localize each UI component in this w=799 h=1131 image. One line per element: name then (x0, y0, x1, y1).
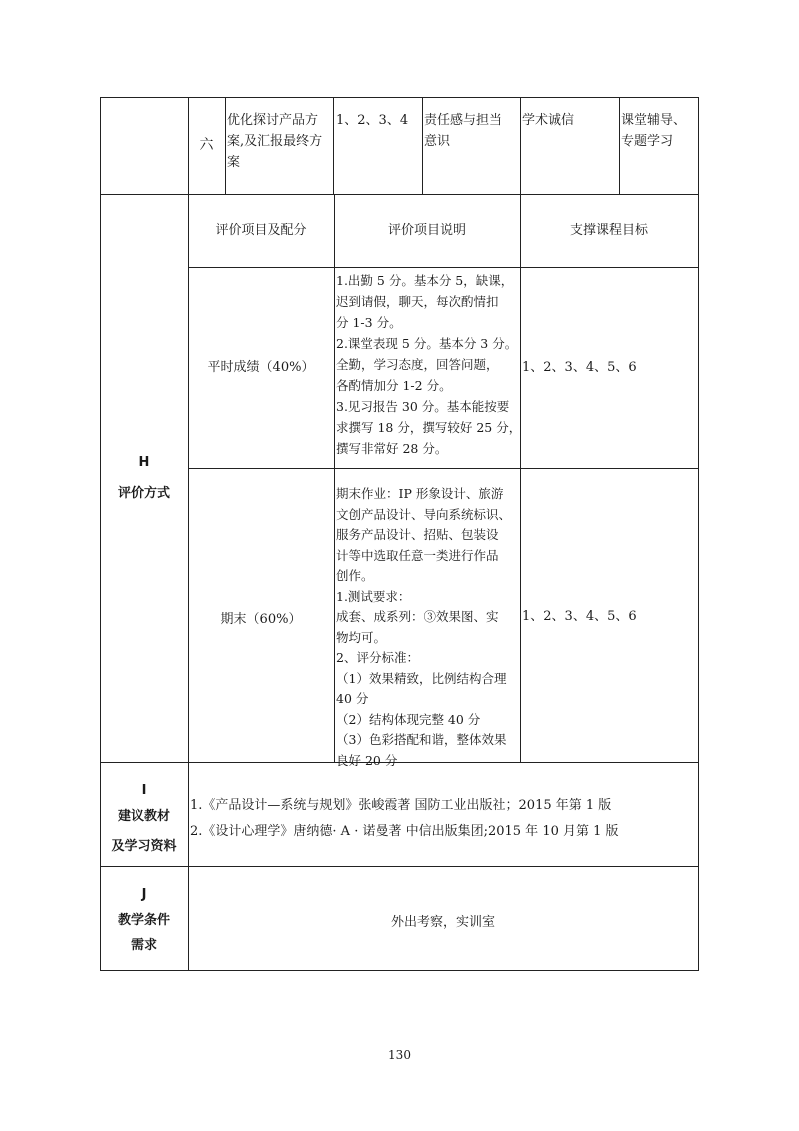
eval-item: 平时成绩（40%） (207, 360, 315, 375)
eval-desc-line: 2、评分标准： (336, 650, 419, 665)
row-content-line: 案,及汇报最终方 (227, 134, 323, 149)
eval-desc-line: 各酌情加分 1-2 分。 (336, 378, 452, 393)
eval-desc-line: （1）效果精致，比例结构合理 (336, 670, 507, 686)
eval-goal: 1、2、3、4、5、6 (522, 609, 637, 624)
section-h-letter: H (138, 455, 150, 470)
eval-desc-line: 创作。 (336, 568, 374, 583)
eval-desc-line: 1.出勤 5 分。基本分 5，缺课， (336, 273, 514, 288)
eval-desc (336, 484, 511, 771)
row-content-line: 优化探讨产品方 (227, 113, 319, 128)
eval-desc-line: 求撰写 18 分，撰写较好 25 分， (336, 420, 522, 435)
row-content-line: 案 (227, 155, 241, 170)
row-ideology-line: 意识 (424, 134, 451, 149)
eval-desc-line: 1.测试要求： (336, 588, 411, 604)
header-desc: 评价项目说明 (387, 223, 466, 238)
row-element: 学术诚信 (522, 113, 575, 128)
eval-item: 期末（60%） (220, 612, 302, 627)
eval-desc-line: 计等中选取任意一类进行作品 (336, 547, 499, 563)
row-index: 六 (199, 137, 214, 153)
eval-desc-line: 服务产品设计、招贴、包装设 (336, 527, 499, 542)
eval-desc-line: 良好 20 分 (336, 752, 398, 768)
row-method-line: 专题学习 (621, 134, 674, 149)
section-i-letter: I (141, 783, 147, 798)
section-i-title-line: 建议教材 (117, 809, 170, 824)
eval-desc-line: 全勤，学习态度，回答问题， (336, 357, 499, 372)
row-method-line: 课堂辅导、 (621, 113, 687, 128)
eval-desc-line: 2.课堂表现 5 分。基本分 3 分。 (336, 336, 518, 351)
eval-desc (336, 270, 521, 459)
section-j-letter: J (141, 887, 147, 902)
eval-desc-line: 40 分 (336, 691, 369, 706)
header-item: 评价项目及配分 (215, 223, 307, 238)
eval-desc-line: 文创产品设计、导向系统标识、 (336, 506, 512, 522)
eval-desc-line: 分 1-3 分。 (336, 315, 402, 330)
eval-desc-line: 3.见习报告 30 分。基本能按要 (336, 399, 510, 414)
row-content (227, 110, 322, 173)
eval-desc-line: 物均可。 (336, 629, 387, 645)
section-i-title-line: 及学习资料 (111, 839, 177, 854)
eval-desc-line: （3）色彩搭配和谐，整体效果 (336, 732, 507, 747)
section-j-title-line: 需求 (130, 938, 157, 953)
eval-desc-line: 期末作业：IP 形象设计、旅游 (336, 486, 504, 501)
reference-item: 1.《产品设计—系统与规划》张峻霞著 国防工业出版社；2015 年第 1 版 (190, 798, 612, 813)
eval-desc-line: 成套、成系列：③效果图、实 (336, 609, 499, 624)
eval-desc-line: 撰写非常好 28 分。 (336, 441, 448, 456)
eval-desc-line: 迟到请假，聊天，每次酌情扣 (336, 294, 499, 309)
eval-desc-line: （2）结构体现完整 40 分 (336, 711, 481, 727)
row-goals: 1、2、3、4 (336, 113, 409, 128)
row-ideology-line: 责任感与担当 (424, 113, 503, 128)
header-goal: 支撑课程目标 (569, 223, 648, 238)
reference-item: 2.《设计心理学》唐纳德· A · 诺曼著 中信出版集团;2015 年 10 月第 1 版 (190, 824, 619, 839)
row-ideology (424, 110, 502, 152)
row-method (621, 110, 686, 152)
page-number: 130 (388, 1048, 411, 1062)
section-h-title: 评价方式 (117, 486, 170, 501)
conditions-content: 外出考察，实训室 (390, 915, 495, 930)
section-j-title-line: 教学条件 (117, 913, 170, 928)
eval-goal: 1、2、3、4、5、6 (522, 360, 637, 375)
